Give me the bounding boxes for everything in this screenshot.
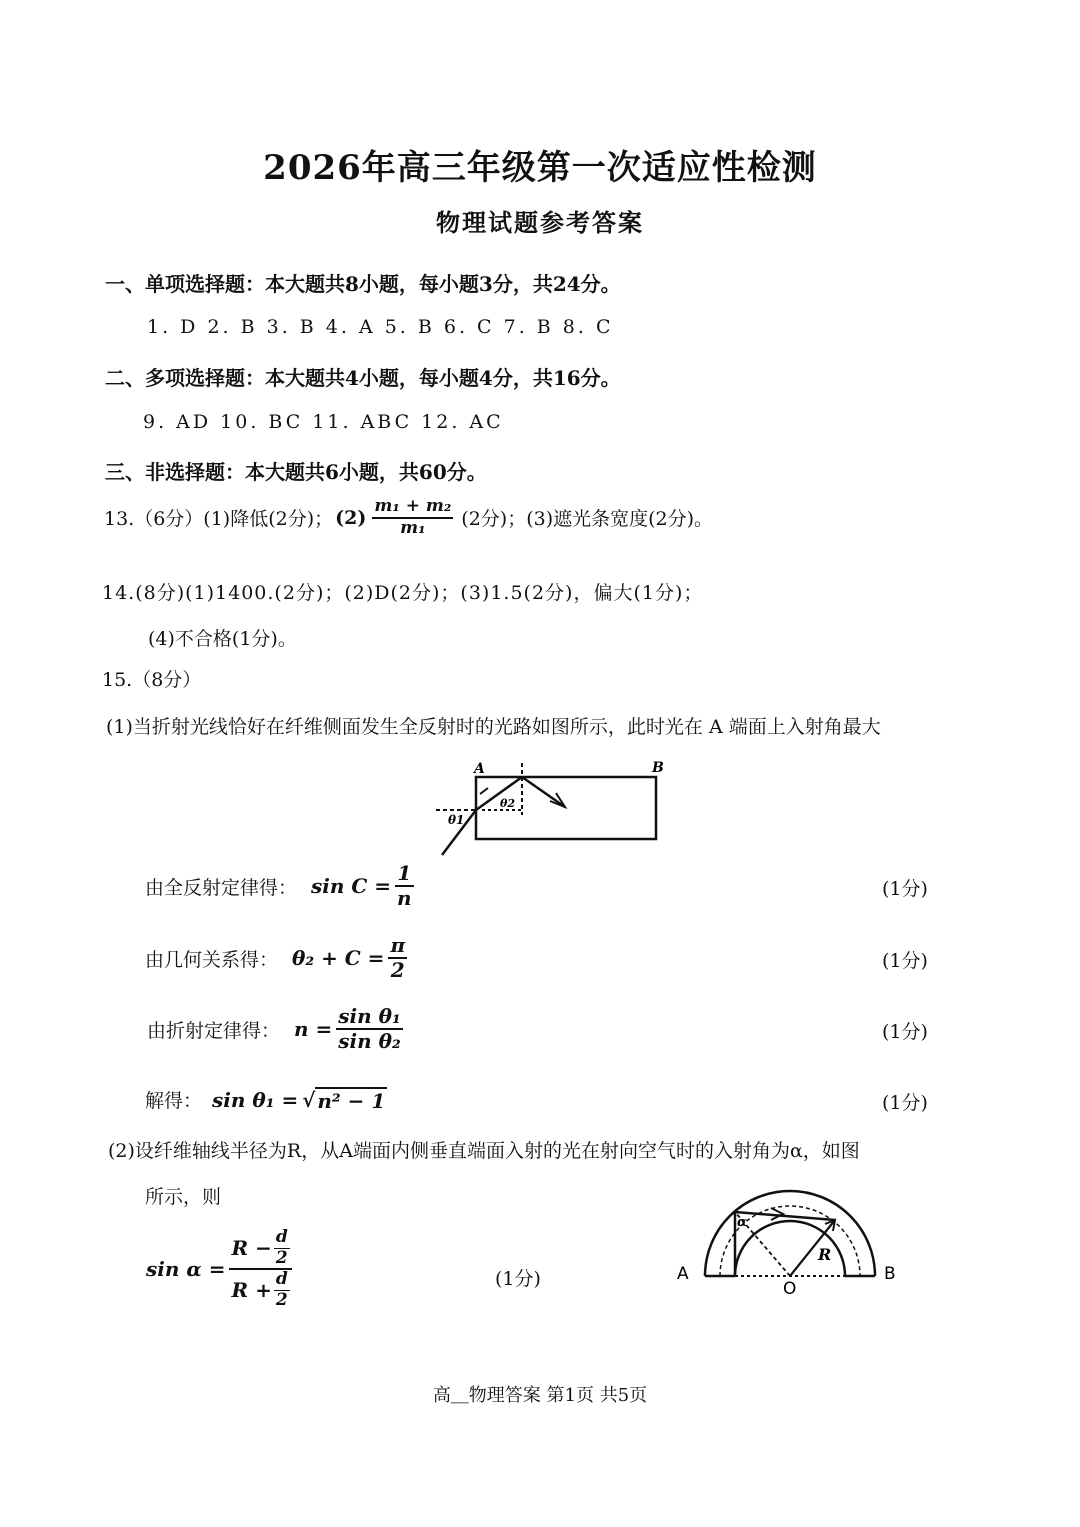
q15-heading: 15.（8分） xyxy=(102,669,202,691)
section2-heading: 二、多项选择题：本大题共4小题，每小题4分，共16分。 xyxy=(105,366,621,390)
eq5-num-two: 2 xyxy=(275,1247,288,1268)
eq5-num-dfrac xyxy=(274,1228,290,1268)
eq1-lhs: sin C = xyxy=(311,874,392,898)
q13-part2: (2) xyxy=(335,506,367,529)
eq3-row xyxy=(147,1005,403,1053)
q13-frac-num: m₁ + m₂ xyxy=(372,497,453,519)
eq3-label: 由折射定律得： xyxy=(147,1019,281,1042)
outer-arc xyxy=(705,1191,875,1276)
q15-part2-line1: (2)设纤维轴线半径为R，从A端面内侧垂直端面入射的光在射向空气时的入射角为α，如图 xyxy=(108,1140,860,1162)
eq5-den-dfrac xyxy=(274,1270,290,1310)
refracted-ray xyxy=(476,777,522,810)
q13-line xyxy=(104,497,713,538)
section1-heading: 一、单项选择题：本大题共8小题，每小题3分，共24分。 xyxy=(105,272,621,296)
section3-heading: 三、非选择题：本大题共6小题，共60分。 xyxy=(105,460,487,484)
eq4-score: (1分) xyxy=(882,1092,928,1114)
eq1-label: 由全反射定律得： xyxy=(145,876,298,899)
eq5-num-r: R − xyxy=(231,1235,272,1260)
q13-fraction xyxy=(372,497,453,538)
eq2-score: (1分) xyxy=(882,950,928,972)
fig2-label-alpha: α xyxy=(737,1215,748,1230)
eq5-num xyxy=(229,1228,291,1270)
eq2-row xyxy=(145,934,407,982)
fig2-label-a: A xyxy=(677,1264,689,1284)
eq2-fraction xyxy=(388,934,407,982)
eq2-den: 2 xyxy=(390,958,405,982)
eq5-fraction xyxy=(229,1228,291,1310)
eq1-row xyxy=(145,862,414,910)
eq1-num: 1 xyxy=(395,862,414,887)
q13-suffix: (2分)；(3)遮光条宽度(2分)。 xyxy=(461,508,714,531)
eq3-lhs: n = xyxy=(294,1017,333,1041)
eq4-row xyxy=(145,1086,387,1113)
eq3-den: sin θ₂ xyxy=(338,1029,401,1053)
eq2-num: π xyxy=(390,933,406,957)
fig2-label-r: R xyxy=(818,1245,832,1264)
fig1-label-b: B xyxy=(652,760,664,776)
fig1-label-theta2: θ2 xyxy=(500,797,515,810)
eq5-den-r: R + xyxy=(231,1277,272,1302)
eq1-den: n xyxy=(397,886,412,910)
fig1-label-theta1: θ1 xyxy=(448,813,465,827)
eq1-score: (1分) xyxy=(882,878,928,900)
section2-answers: 9. AD 10. BC 11. ABC 12. AC xyxy=(143,411,504,433)
q14-line2: (4)不合格(1分)。 xyxy=(148,628,297,650)
fig2-label-o: O xyxy=(783,1279,797,1298)
fig1-label-a: A xyxy=(474,761,485,777)
eq5-lhs: sin α = xyxy=(146,1257,226,1282)
page-footer: 高＿物理答案 第1页 共5页 xyxy=(432,1385,648,1406)
fiber-diagram xyxy=(430,755,670,860)
arrow-head-2-icon xyxy=(480,788,488,794)
section1-answers: 1. D 2. B 3. B 4. A 5. B 6. C 7. B 8. C xyxy=(147,316,614,338)
eq5-row xyxy=(146,1228,292,1310)
eq4-label: 解得： xyxy=(145,1090,203,1112)
eq4-sqrt-icon: √ xyxy=(302,1087,316,1112)
eq2-lhs: θ₂ + C = xyxy=(292,946,385,970)
eq5-score: (1分) xyxy=(495,1268,541,1290)
eq5-den xyxy=(229,1270,291,1310)
arrow-head-icon xyxy=(550,793,565,807)
page-subtitle: 物理试题参考答案 xyxy=(436,208,644,237)
eq2-label: 由几何关系得： xyxy=(145,948,279,971)
q15-part2-line2: 所示，则 xyxy=(145,1186,222,1208)
q15-part1: (1)当折射光线恰好在纤维侧面发生全反射时的光路如图所示，此时光在 A 端面上入射角最大 xyxy=(106,716,881,738)
page-title: 2026年高三年级第一次适应性检测 xyxy=(263,148,817,188)
eq4-radicand: n² − 1 xyxy=(317,1088,386,1113)
eq3-fraction xyxy=(336,1005,402,1053)
eq3-num: sin θ₁ xyxy=(338,1004,401,1028)
q13-frac-den: m₁ xyxy=(400,517,426,538)
eq1-fraction xyxy=(395,862,414,910)
semicircle-fiber-diagram xyxy=(675,1180,910,1298)
q14-line1: 14.(8分)(1)1400.(2分)；(2)D(2分)；(3)1.5(2分)，偏大(1分)； xyxy=(102,582,704,604)
eq5-den-d: d xyxy=(275,1269,288,1290)
reflected-ray xyxy=(522,777,565,807)
eq5-den-two: 2 xyxy=(275,1289,288,1310)
eq4-lhs: sin θ₁ = xyxy=(212,1087,299,1112)
fig2-label-b: B xyxy=(884,1264,896,1284)
eq5-num-d: d xyxy=(275,1227,288,1247)
q13-prefix: 13.（6分）(1)降低(2分)； xyxy=(104,508,334,531)
eq3-score: (1分) xyxy=(882,1021,928,1043)
